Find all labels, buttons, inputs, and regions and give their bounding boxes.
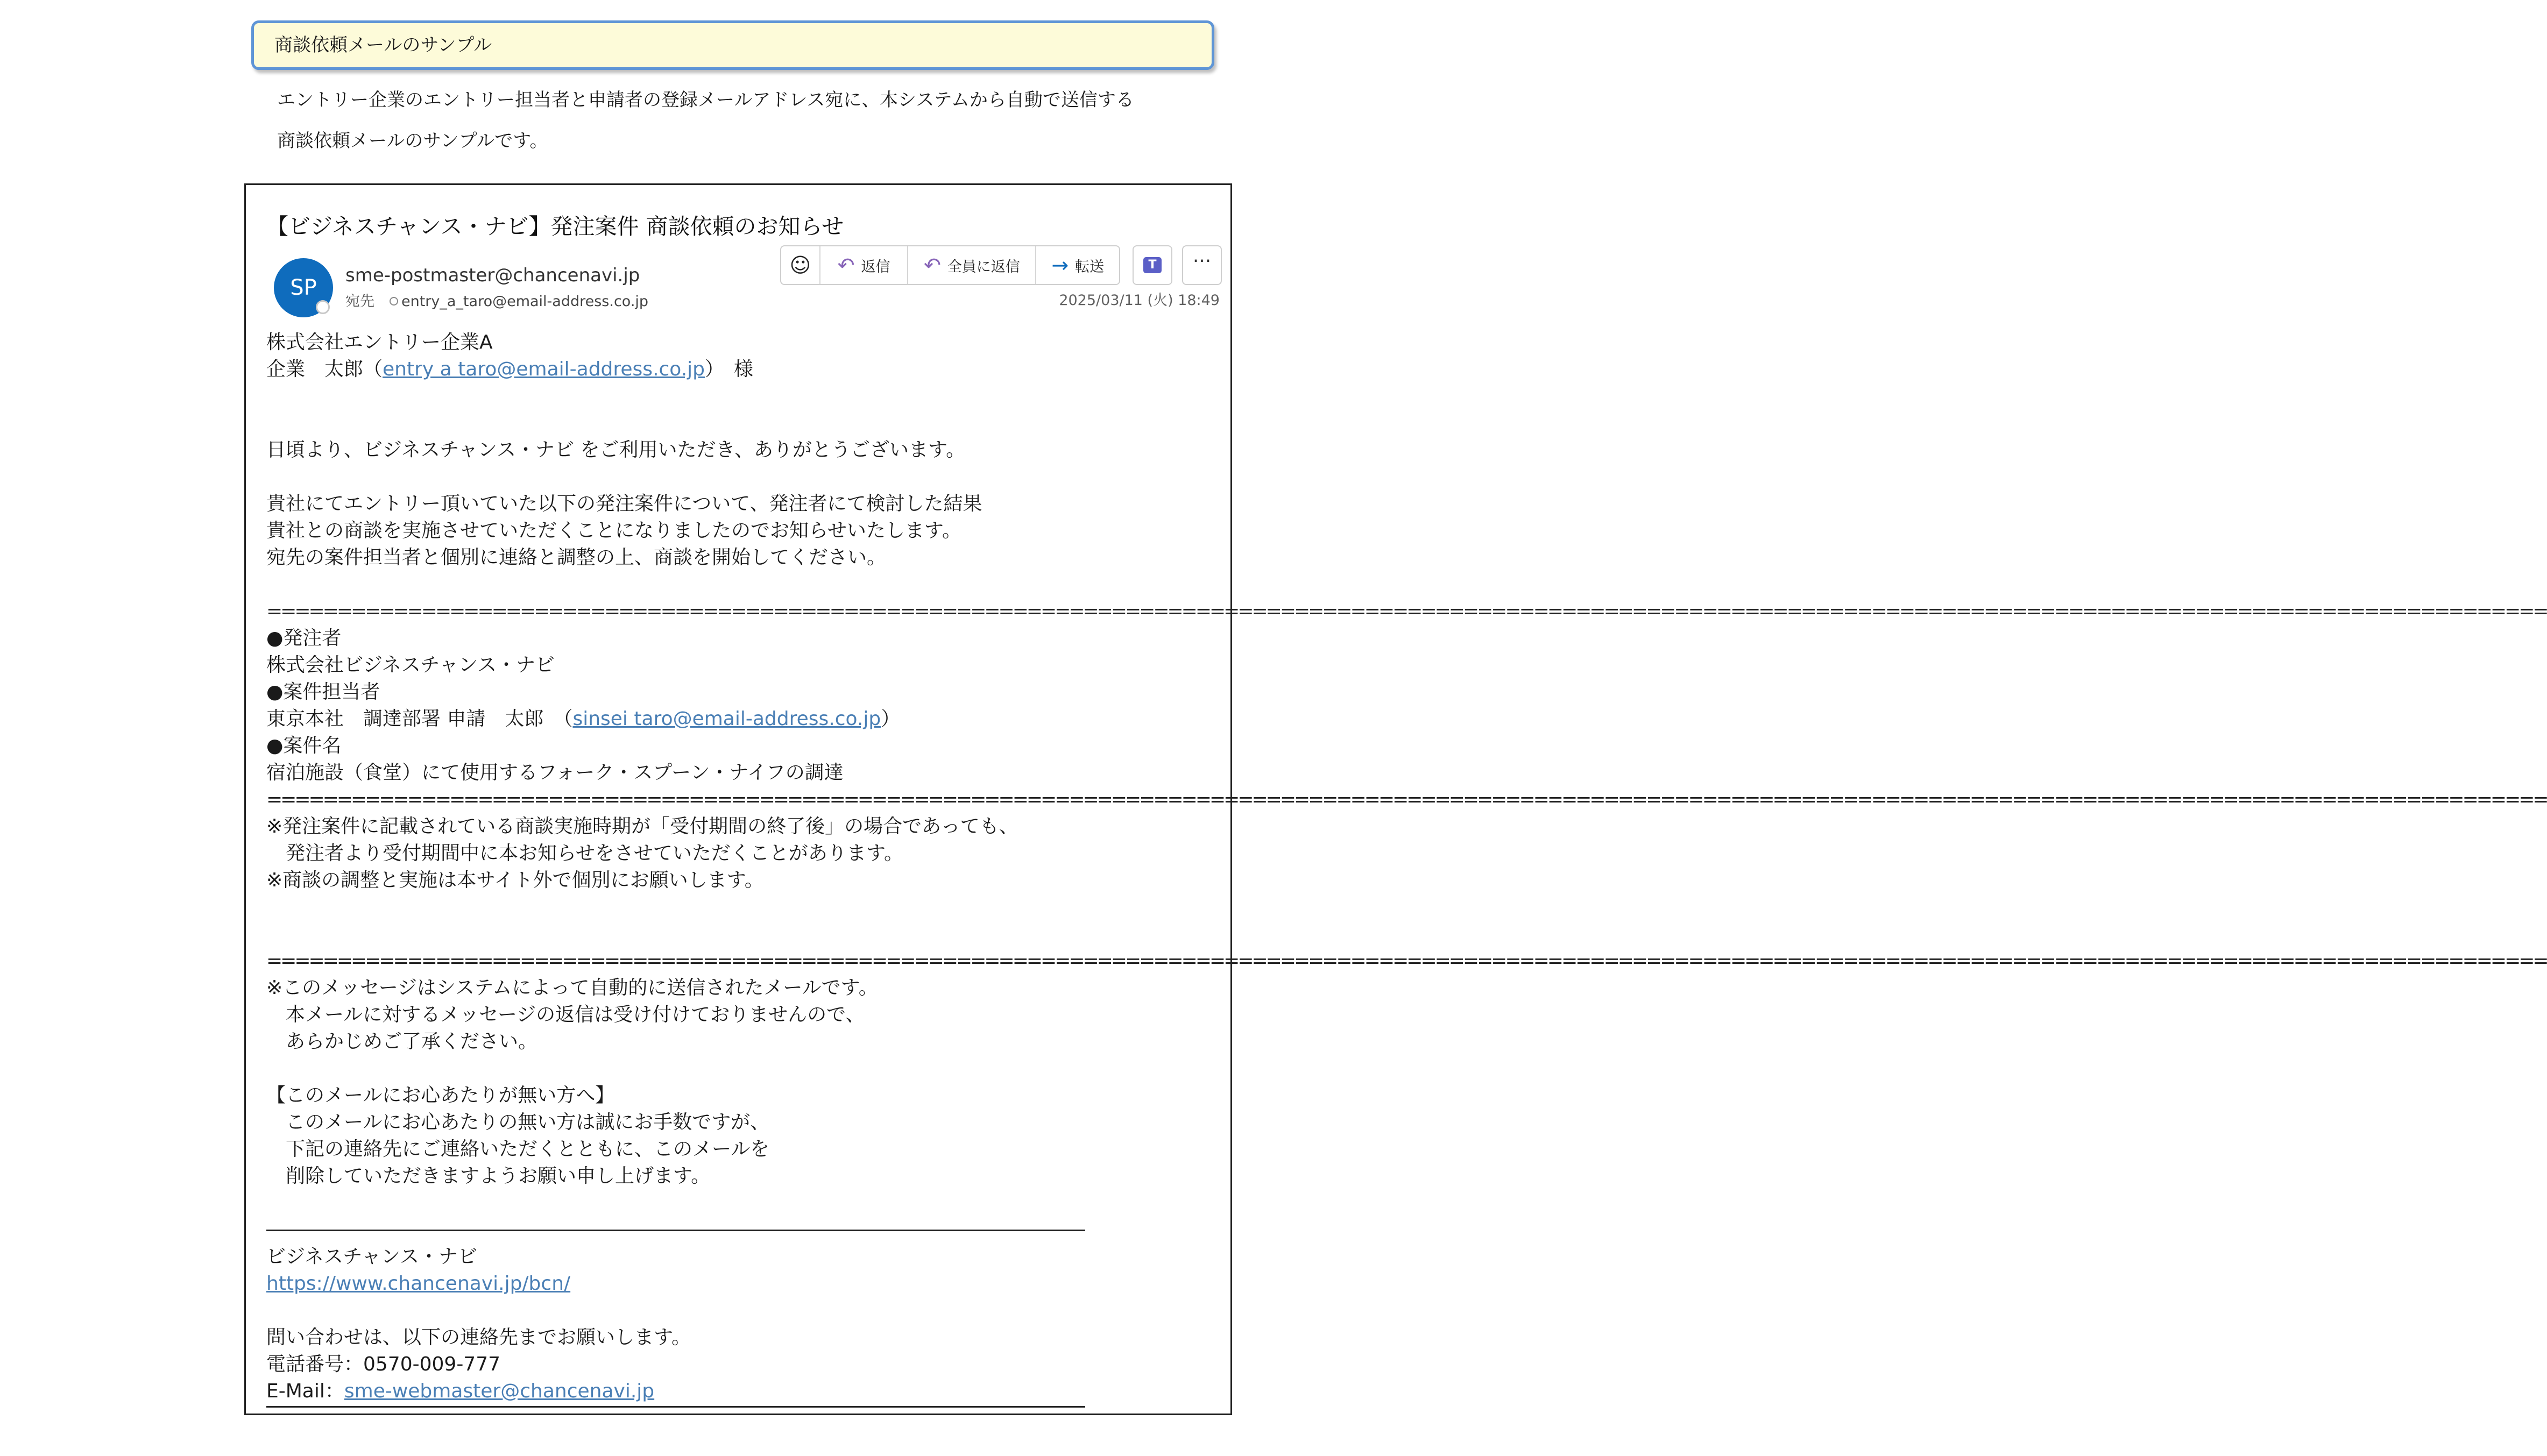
body-paragraph-3: 宛先の案件担当者と個別に連絡と調整の上、商談を開始してください。 xyxy=(266,546,887,569)
body-paragraph-1: 貴社にてエントリー頂いていた以下の発注案件について、発注者にて検討した結果 xyxy=(266,493,982,515)
signature-url-link[interactable]: https://www.chancenavi.jp/bcn/ xyxy=(266,1273,571,1295)
addressee-email-link[interactable]: entry a taro@email-address.co.jp xyxy=(383,358,705,380)
more-icon: ··· xyxy=(1192,250,1212,272)
banner-title: 商談依頼メールのサンプル xyxy=(274,34,492,56)
separator-line: ================================================================================================================================================================== xyxy=(266,789,2547,811)
addressee-name-suffix: ） 様 xyxy=(705,358,754,380)
sender-address[interactable]: sme-postmaster@chancenavi.jp xyxy=(345,265,640,286)
intro-line-1: エントリー企業のエントリー担当者と申請者の登録メールアドレス宛に、本システムから自動で送信する xyxy=(277,89,1134,111)
avatar[interactable]: SP xyxy=(274,258,333,317)
greeting-text: 日頃より、ビジネスチャンス・ナビ をご利用いただき、ありがとうございます。 xyxy=(266,439,966,461)
contact-phone: 電話番号：0570-009-777 xyxy=(266,1353,501,1375)
note-line-3: ※商談の調整と実施は本サイト外で個別にお願いします。 xyxy=(266,869,764,891)
orderer-name: 株式会社ビジネスチャンス・ナビ xyxy=(266,654,555,676)
email-subject: 【ビジネスチャンス・ナビ】発注案件 商談依頼のお知らせ xyxy=(266,214,844,239)
contact-email-label: E-Mail： xyxy=(266,1380,344,1402)
recipient-address[interactable]: entry_a_taro@email-address.co.jp xyxy=(401,293,649,310)
auto-message-1: ※このメッセージはシステムによって自動的に送信されたメールです。 xyxy=(266,977,878,999)
project-name: 宿泊施設（食堂）にて使用するフォーク・スプーン・ナイフの調達 xyxy=(266,762,844,784)
reply-label: 返信 xyxy=(861,258,890,275)
addressee-name-prefix: 企業 太郎（ xyxy=(266,358,383,380)
email-action-toolbar xyxy=(780,245,1120,285)
email-sample-frame xyxy=(244,183,2547,1415)
unknown-recipient-1: このメールにお心あたりの無い方は誠にお手数ですが、 xyxy=(266,1111,770,1133)
unknown-recipient-2: 下記の連絡先にご連絡いただくとともに、このメールを xyxy=(266,1138,770,1160)
recipient-row xyxy=(345,293,648,311)
contact-intro: 問い合わせは、以下の連絡先までお願いします。 xyxy=(266,1326,691,1348)
forward-icon: → xyxy=(1051,253,1069,277)
signature-divider-bottom xyxy=(266,1406,1085,1408)
note-line-2: 発注者より受付期間中に本お知らせをさせていただくことがあります。 xyxy=(266,842,904,864)
presence-status-icon xyxy=(316,300,330,314)
unknown-recipient-3: 削除していただきますようお願い申し上げます。 xyxy=(266,1165,711,1187)
email-date: 2025/03/11 (火) 18:49 xyxy=(1059,292,1220,309)
contact-email xyxy=(266,1378,654,1405)
signature-name: ビジネスチャンス・ナビ xyxy=(266,1246,478,1268)
recipient-status-icon xyxy=(390,297,398,306)
unknown-recipient-title: 【このメールにお心あたりが無い方へ】 xyxy=(266,1084,615,1106)
addressee-name xyxy=(266,356,753,383)
auto-message-2: 本メールに対するメッセージの返信は受け付けておりませんので、 xyxy=(266,1004,865,1026)
person-suffix: ） xyxy=(881,708,901,730)
reply-all-button[interactable] xyxy=(908,246,1036,284)
reply-all-icon: ↶ xyxy=(923,253,941,277)
emoji-icon: ☺ xyxy=(789,253,811,277)
person-prefix: 東京本社 調達部署 申請 太郎 （ xyxy=(266,708,573,730)
separator-line: ================================================================================================================================================================== xyxy=(266,600,2547,622)
reply-all-label: 全員に返信 xyxy=(947,258,1020,275)
person-label: ●案件担当者 xyxy=(266,681,380,703)
body-paragraph-2: 貴社との商談を実施させていただくことになりましたのでお知らせいたします。 xyxy=(266,520,962,542)
more-actions-button[interactable] xyxy=(1182,245,1222,285)
signature-divider xyxy=(266,1230,1085,1231)
auto-message-3: あらかじめご了承ください。 xyxy=(266,1031,538,1053)
teams-icon: T xyxy=(1143,257,1162,273)
reply-icon: ↶ xyxy=(837,253,855,277)
signature-url xyxy=(266,1270,570,1297)
orderer-label: ●発注者 xyxy=(266,627,342,649)
forward-label: 転送 xyxy=(1075,258,1105,275)
react-button[interactable] xyxy=(781,246,820,284)
reply-button[interactable] xyxy=(820,246,908,284)
forward-button[interactable] xyxy=(1036,246,1119,284)
to-label: 宛先 xyxy=(345,293,374,310)
teams-button[interactable] xyxy=(1133,245,1172,285)
note-line-1: ※発注案件に記載されている商談実施時期が「受付期間の終了後」の場合であっても、 xyxy=(266,815,1018,837)
contact-email-link[interactable]: sme-webmaster@chancenavi.jp xyxy=(344,1380,655,1402)
person-email-link[interactable]: sinsei taro@email-address.co.jp xyxy=(572,708,881,730)
project-label: ●案件名 xyxy=(266,735,342,757)
intro-line-2: 商談依頼メールのサンプルです。 xyxy=(277,130,548,152)
person-info xyxy=(266,706,900,733)
section-banner xyxy=(251,20,1214,70)
separator-line: ================================================================================================================================================================== xyxy=(266,950,2547,972)
addressee-company: 株式会社エントリー企業A xyxy=(266,331,493,353)
